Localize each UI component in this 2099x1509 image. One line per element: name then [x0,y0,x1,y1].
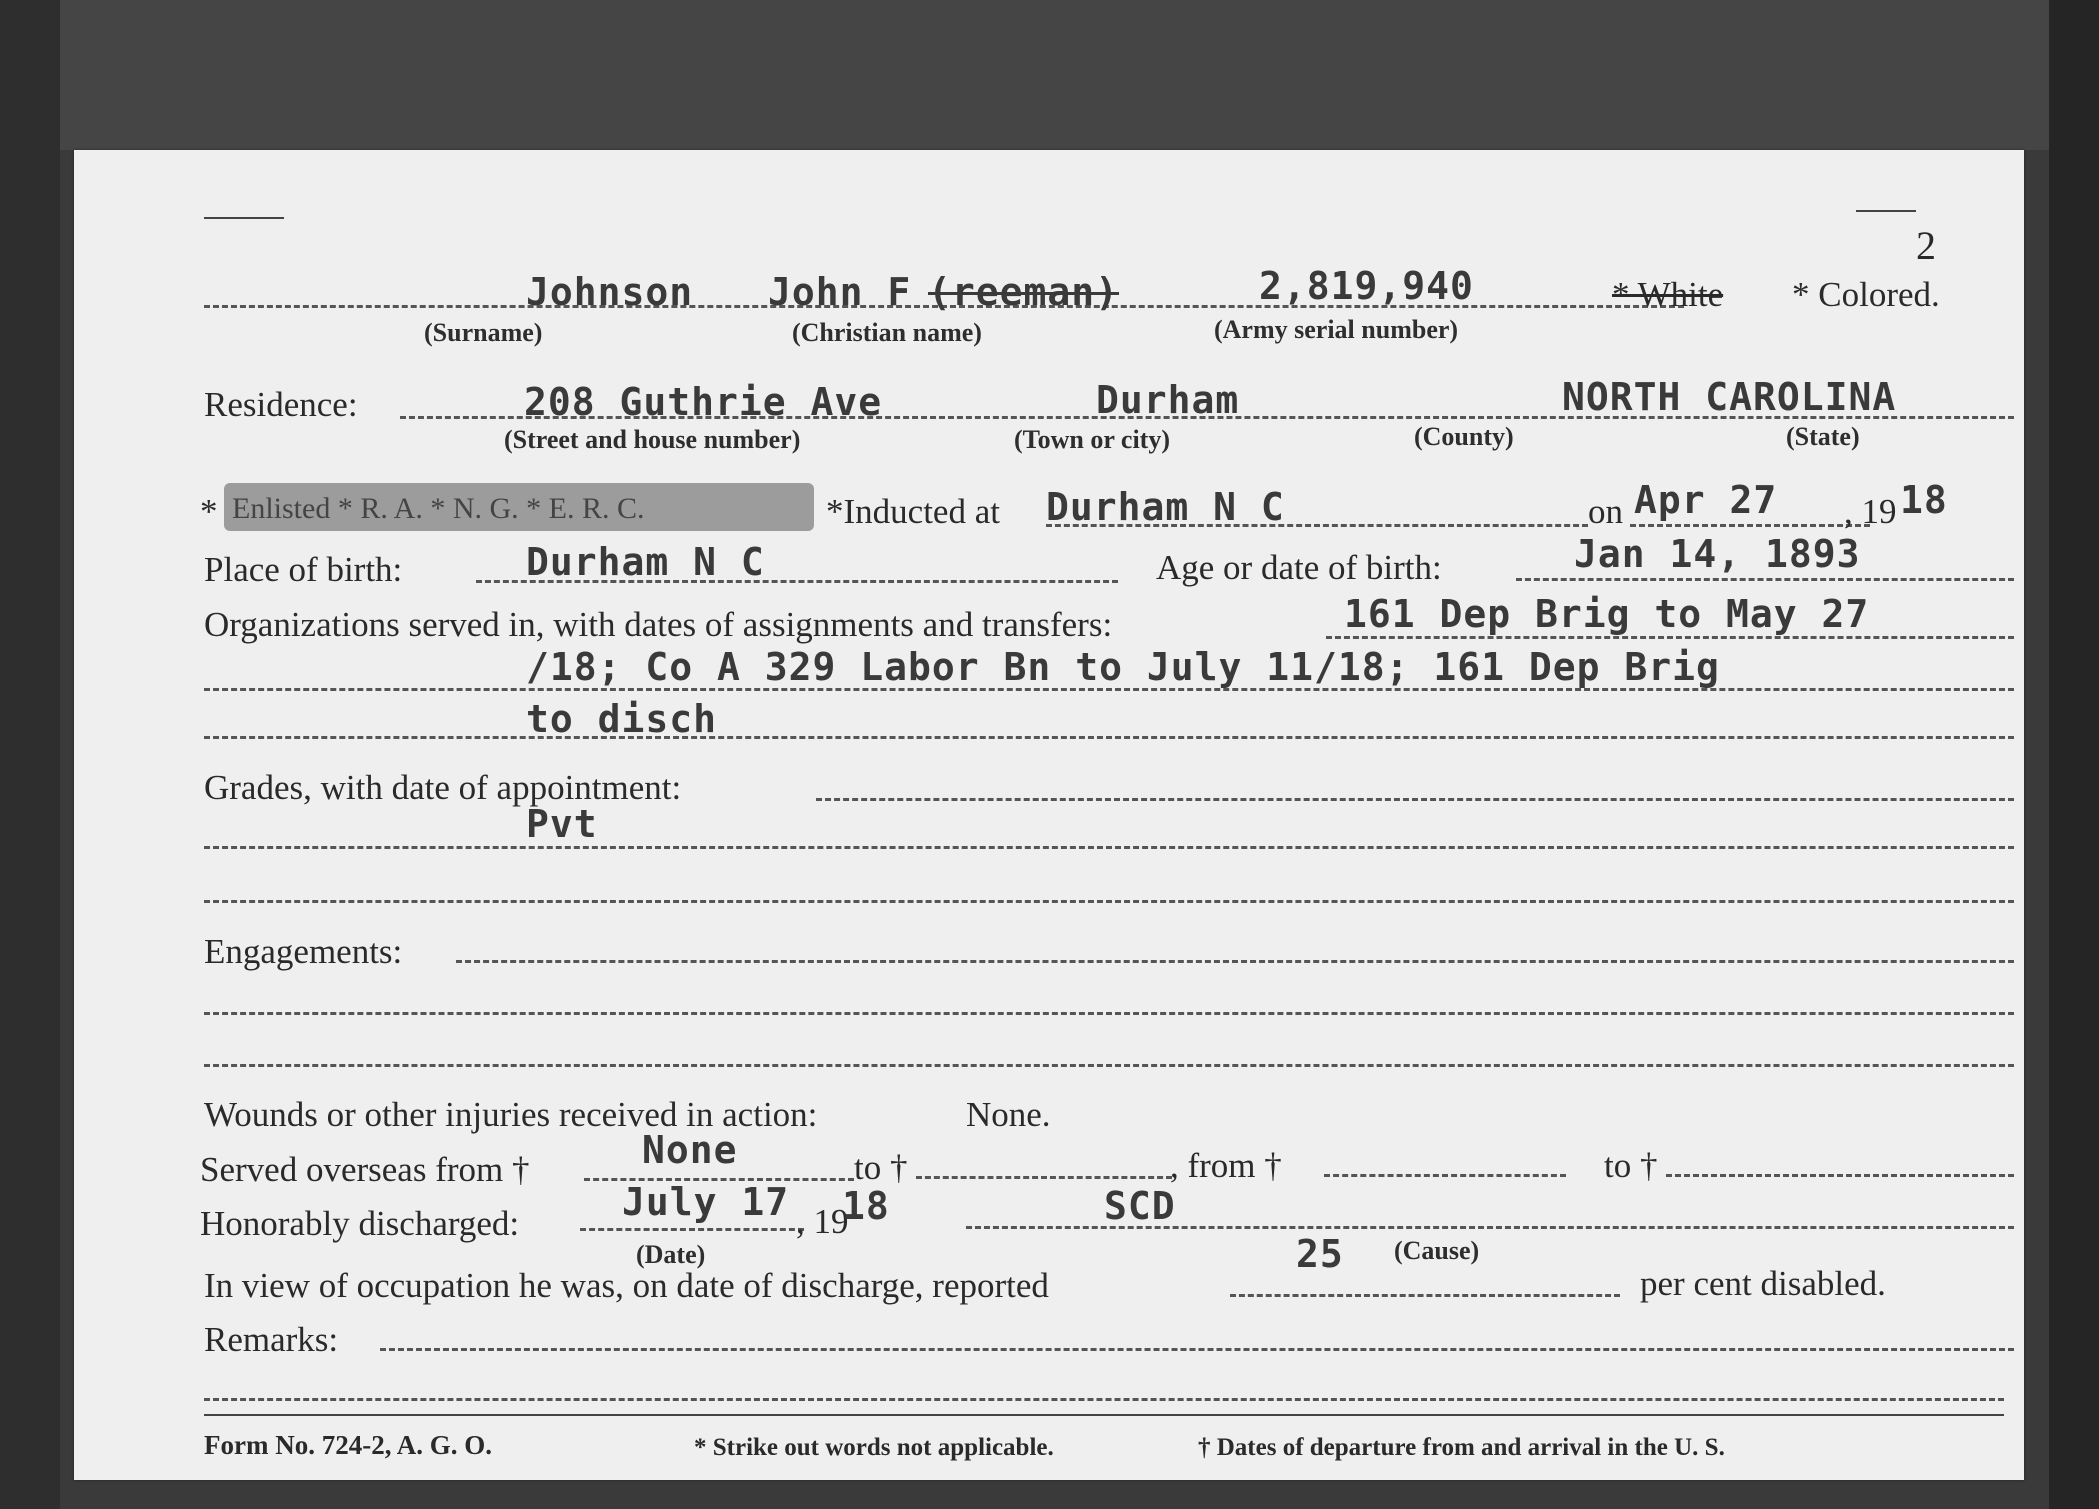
inducted-year-value: 18 [1900,478,1948,522]
caption-surname: (Surname) [424,318,543,347]
race-white: * White [1612,275,1724,314]
service-record-card [74,150,2024,1480]
grades-line-3 [204,900,2014,903]
inducted-year-prefix: , 19 [1844,492,1897,531]
surname-value: Johnson [526,270,694,314]
background-left [0,0,60,1509]
overseas-to2-label: to † [1604,1146,1658,1185]
race-colored: * Colored. [1792,275,1940,314]
birth-place-value: Durham N C [526,540,765,584]
overseas-to2-line [1666,1174,2014,1177]
caption-street: (Street and house number) [504,425,801,454]
wounds-label: Wounds or other injuries received in action: [204,1095,818,1134]
on-label: on [1588,492,1623,531]
discharge-date-line [580,1228,804,1231]
enlisted-asterisk: * [200,492,218,531]
caption-christian-name: (Christian name) [792,318,982,347]
inducted-label: *Inducted at [826,492,1000,531]
page-number: 2 [1916,223,1936,268]
discharge-cause-value: SCD [1104,1184,1176,1228]
birth-date-line [1516,578,2014,581]
residence-label: Residence: [204,385,358,424]
caption-state: (State) [1786,422,1860,451]
street-value: 208 Guthrie Ave [524,380,883,424]
overseas-from2-line [1324,1174,1566,1177]
discharged-label: Honorably discharged: [200,1204,520,1243]
caption-date: (Date) [636,1240,706,1269]
top-left-rule [204,217,284,219]
engagements-line-1 [456,960,2014,963]
grades-line-2 [204,846,2014,849]
form-number: Form No. 724-2, A. G. O. [204,1430,492,1460]
caption-cause: (Cause) [1394,1236,1480,1265]
engagements-line-3 [204,1064,2014,1067]
overseas-from2-label: , from † [1170,1146,1282,1185]
caption-town: (Town or city) [1014,425,1170,454]
disabled-suffix: per cent disabled. [1640,1264,1886,1303]
overseas-to-label: to † [854,1148,908,1187]
enlisted-options: Enlisted * R. A. * N. G. * E. R. C. [232,492,645,525]
discharge-date-value: July 17 [622,1180,790,1224]
footnote-strike: * Strike out words not applicable. [694,1434,1054,1461]
discharge-year-value: 18 [842,1184,890,1228]
inducted-date-value: Apr 27 [1634,478,1778,522]
age-label: Age or date of birth: [1156,548,1442,587]
engagements-label: Engagements: [204,932,403,971]
state-value: NORTH CAROLINA [1562,375,1897,419]
occupation-label: In view of occupation he was, on date of discharge, reported [204,1266,1049,1305]
organizations-label: Organizations served in, with dates of assignments and transfers: [204,605,1113,644]
grade-value: Pvt [526,802,598,846]
caption-county: (County) [1414,422,1514,451]
background-right [2049,0,2099,1509]
christian-name-struck: (reeman) [928,270,1120,314]
engagements-line-2 [204,1012,2014,1015]
remarks-line-2 [204,1398,2004,1401]
serial-number-value: 2,819,940 [1259,264,1474,308]
background-top [0,0,2099,150]
organizations-line-3 [204,736,2014,739]
footer-rule [204,1414,2004,1416]
town-value: Durham [1096,378,1240,422]
birth-date-value: Jan 14, 1893 [1574,532,1861,576]
organizations-value-2: /18; Co A 329 Labor Bn to July 11/18; 161 Dep Brig [526,645,1720,689]
organizations-value-1: 161 Dep Brig to May 27 [1344,592,1870,636]
disabled-percent-value: 25 [1296,1232,1344,1276]
grades-line-1 [816,798,2014,801]
disabled-percent-line [1230,1294,1620,1297]
organizations-value-3: to disch [526,697,718,741]
footnote-dates: † Dates of departure from and arrival in the U. S. [1198,1434,1725,1461]
organizations-line-1 [1326,636,2014,639]
overseas-from-value: None [642,1128,738,1172]
remarks-label: Remarks: [204,1320,339,1359]
christian-name-value: John F [768,270,912,314]
discharge-year-prefix: , 19 [796,1202,849,1241]
remarks-line-1 [380,1348,2014,1351]
grades-label: Grades, with date of appointment: [204,768,682,807]
inducted-place-value: Durham N C [1046,485,1285,529]
top-right-rule [1856,210,1916,212]
overseas-to-line [916,1176,1172,1179]
birth-place-label: Place of birth: [204,550,403,589]
overseas-label: Served overseas from † [200,1150,530,1189]
caption-serial: (Army serial number) [1214,315,1459,344]
inducted-date-line [1630,524,1870,527]
wounds-value: None. [966,1095,1051,1134]
